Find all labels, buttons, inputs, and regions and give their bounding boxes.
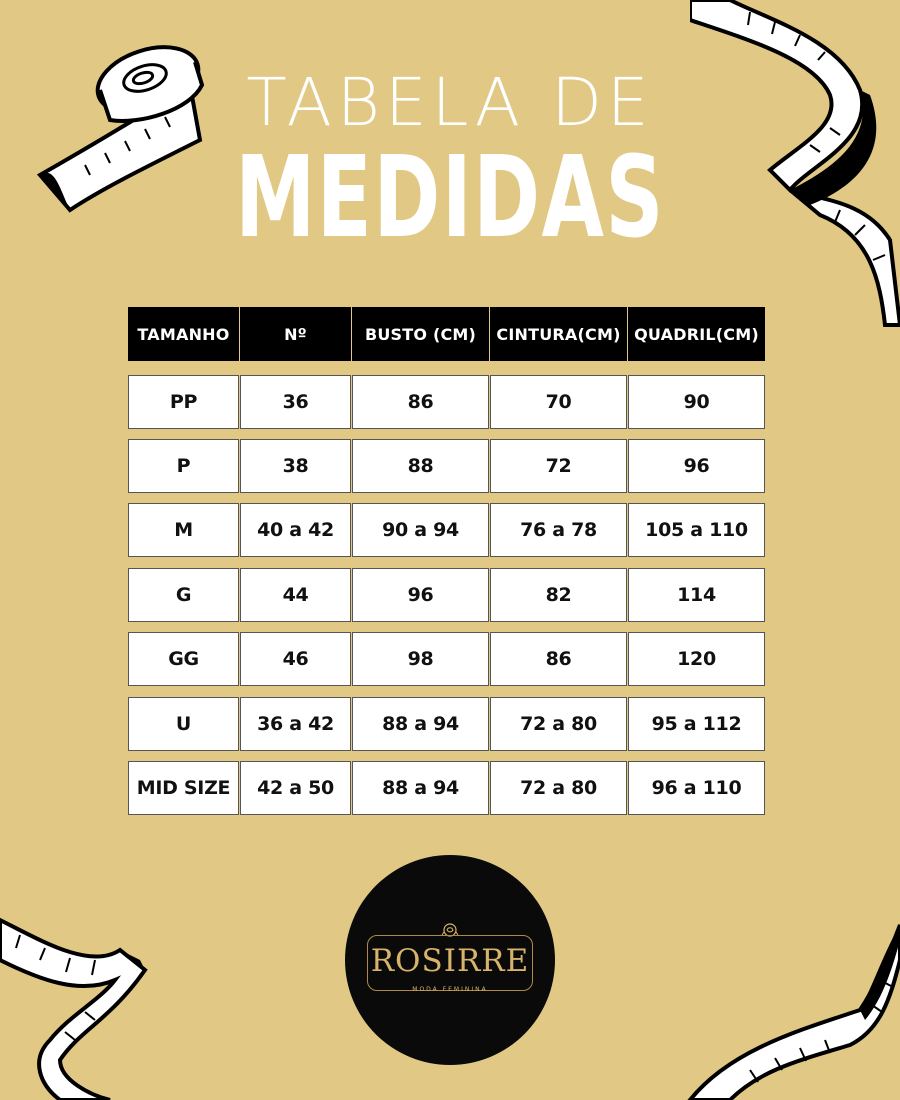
table-row	[128, 761, 765, 815]
table-cell: U	[128, 697, 239, 751]
table-cell: 88 a 94	[352, 697, 489, 751]
table-header-cell: TAMANHO	[128, 307, 239, 361]
logo-name: ROSIRRE	[370, 943, 530, 979]
table-header-cell: Nº	[240, 307, 351, 361]
table-cell: 98	[352, 632, 489, 686]
table-cell: GG	[128, 632, 239, 686]
brand-logo	[345, 855, 555, 1065]
table-header-cell: CINTURA(CM)	[490, 307, 627, 361]
table-cell: 36 a 42	[240, 697, 351, 751]
table-cell: 96	[628, 439, 765, 493]
table-cell: 90	[628, 375, 765, 429]
table-cell: 114	[628, 568, 765, 622]
table-cell: 72 a 80	[490, 697, 627, 751]
table-header-row	[128, 307, 765, 361]
measuring-tape-icon	[0, 900, 260, 1100]
table-cell: 36	[240, 375, 351, 429]
measuring-tape-icon	[660, 920, 900, 1100]
table-cell: MID SIZE	[128, 761, 239, 815]
title-line-2: MEDIDAS	[235, 133, 665, 263]
table-cell: M	[128, 503, 239, 557]
table-cell: 96 a 110	[628, 761, 765, 815]
table-cell: 86	[490, 632, 627, 686]
table-cell: 90 a 94	[352, 503, 489, 557]
table-cell: G	[128, 568, 239, 622]
table-header-cell: QUADRIL(CM)	[628, 307, 765, 361]
table-cell: 96	[352, 568, 489, 622]
table-cell: 44	[240, 568, 351, 622]
table-cell: 95 a 112	[628, 697, 765, 751]
table-row	[128, 439, 765, 493]
table-row	[128, 697, 765, 751]
title-line-1: TABELA DE	[246, 64, 654, 141]
table-cell: 120	[628, 632, 765, 686]
table-row	[128, 632, 765, 686]
table-cell: 46	[240, 632, 351, 686]
table-header-cell: BUSTO (CM)	[352, 307, 489, 361]
table-cell: P	[128, 439, 239, 493]
table-cell: 105 a 110	[628, 503, 765, 557]
table-cell: 82	[490, 568, 627, 622]
table-cell: 72 a 80	[490, 761, 627, 815]
table-row	[128, 503, 765, 557]
table-cell: 72	[490, 439, 627, 493]
table-cell: 86	[352, 375, 489, 429]
logo-tagline: MODA FEMININA	[412, 986, 488, 993]
table-cell: 70	[490, 375, 627, 429]
table-row	[128, 568, 765, 622]
table-cell: 42 a 50	[240, 761, 351, 815]
table-cell: PP	[128, 375, 239, 429]
table-cell: 88	[352, 439, 489, 493]
table-cell: 38	[240, 439, 351, 493]
table-cell: 88 a 94	[352, 761, 489, 815]
table-cell: 76 a 78	[490, 503, 627, 557]
table-cell: 40 a 42	[240, 503, 351, 557]
table-row	[128, 375, 765, 429]
